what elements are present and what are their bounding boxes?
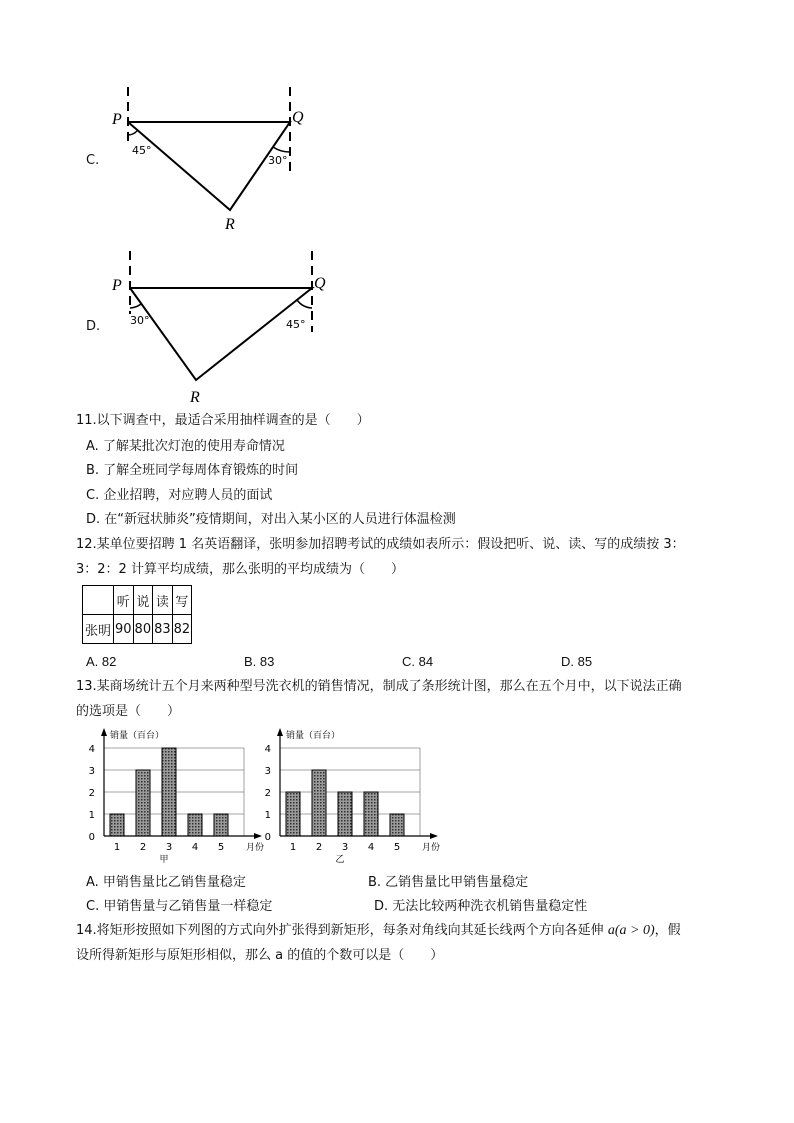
- q13-option-a[interactable]: A. 甲销售量比乙销售量稳定: [86, 875, 246, 890]
- y-tick-label: 2: [264, 788, 271, 799]
- q13-option-c[interactable]: C. 甲销售量与乙销售量一样稳定: [86, 899, 273, 914]
- angle-label-p: 45°: [132, 144, 152, 157]
- bar: [338, 792, 352, 836]
- point-p: P: [112, 111, 122, 128]
- angle-arc-p: [128, 131, 137, 135]
- y-tick-label: 2: [88, 788, 95, 799]
- question-11-stem: 11.以下调查中，最适合采用抽样调查的是（ ）: [76, 413, 370, 428]
- point-p: P: [112, 277, 122, 294]
- x-tick-label: 4: [367, 842, 375, 853]
- x-tick-label: 2: [315, 842, 323, 853]
- q12-option-b[interactable]: B. 83: [244, 654, 275, 669]
- angle-label-q: 45°: [286, 318, 306, 331]
- angle-arc-p: [130, 304, 141, 308]
- bar: [162, 748, 176, 836]
- triangle-figure-d: [100, 248, 340, 408]
- q11-option-a[interactable]: A. 了解某批次灯泡的使用寿命情况: [86, 439, 285, 454]
- point-r: R: [190, 389, 200, 406]
- x-tick-label: 3: [165, 842, 173, 853]
- table-header-cell: 读: [153, 586, 173, 615]
- triangle-pqr: [128, 122, 290, 210]
- bar-chart-yi: [260, 724, 450, 864]
- question-14-stem-line1: [76, 922, 681, 940]
- table-header-cell: 写: [172, 586, 192, 615]
- bar-chart-jia: [84, 724, 268, 864]
- y-tick-label: 1: [88, 810, 95, 821]
- y-axis-label: 销量（百台）: [110, 731, 165, 741]
- bar: [364, 792, 378, 836]
- bar: [390, 814, 404, 836]
- x-tick-label: 1: [289, 842, 297, 853]
- question-12-stem-line1: 12.某单位要招聘 1 名英语翻译，张明参加招聘考试的成绩如表所示：假设把听、说、读、写的成绩按 3：: [76, 537, 685, 552]
- x-axis-label: 月份: [246, 843, 265, 853]
- y-tick-label: 4: [264, 744, 271, 755]
- chart-title: 甲: [159, 855, 169, 864]
- triangle-figure-c: [100, 82, 330, 232]
- question-14-stem-line2: 设所得新矩形与原矩形相似，那么 a 的值的个数可以是（ ）: [76, 948, 444, 963]
- x-axis-label: 月份: [422, 843, 441, 853]
- q13-option-b[interactable]: B. 乙销售量比甲销售量稳定: [368, 875, 529, 890]
- table-header-cell: [83, 586, 114, 615]
- bar: [286, 792, 300, 836]
- q13-option-d[interactable]: D. 无法比较两种洗衣机销售量稳定性: [374, 899, 588, 914]
- x-tick-label: 5: [217, 842, 225, 853]
- q14-stem-part2: ，假: [654, 923, 681, 938]
- q11-option-b[interactable]: B. 了解全班同学每周体育锻炼的时间: [86, 463, 299, 478]
- y-tick-label: 1: [264, 810, 271, 821]
- y-axis-arrow: [101, 728, 107, 736]
- x-tick-label: 1: [113, 842, 121, 853]
- q12-option-a[interactable]: A. 82: [86, 654, 117, 669]
- table-cell: 80: [133, 615, 153, 644]
- q14-math: a(a > 0): [607, 923, 655, 938]
- point-q: Q: [292, 109, 304, 126]
- point-r: R: [225, 216, 235, 232]
- y-tick-label: 0: [264, 832, 271, 843]
- q11-option-d[interactable]: D. 在“新冠状肺炎”疫情期间，对出入某小区的人员进行体温检测: [86, 512, 456, 527]
- chart-title: 乙: [335, 855, 345, 864]
- x-tick-label: 2: [139, 842, 147, 853]
- bar: [136, 770, 150, 836]
- table-cell: 82: [172, 615, 192, 644]
- table-cell: 83: [153, 615, 173, 644]
- x-tick-label: 3: [341, 842, 349, 853]
- table-cell: 90: [114, 615, 134, 644]
- table-header-cell: 说: [133, 586, 153, 615]
- q11-option-c[interactable]: C. 企业招聘，对应聘人员的面试: [86, 488, 273, 503]
- option-d-label[interactable]: D.: [86, 319, 101, 334]
- x-axis-arrow: [430, 833, 438, 839]
- angle-arc-q: [297, 300, 312, 308]
- y-tick-label: 3: [88, 766, 95, 777]
- y-tick-label: 4: [88, 744, 95, 755]
- bar: [188, 814, 202, 836]
- question-12-stem-line2: 3：2：2 计算平均成绩，那么张明的平均成绩为（ ）: [76, 562, 404, 577]
- y-tick-label: 0: [88, 832, 95, 843]
- y-tick-label: 3: [264, 766, 271, 777]
- score-table: [82, 585, 192, 644]
- triangle-pqr: [130, 288, 312, 380]
- table-cell: 张明: [83, 615, 114, 644]
- x-tick-label: 4: [191, 842, 199, 853]
- option-c-label[interactable]: C.: [86, 153, 100, 168]
- y-axis-arrow: [277, 728, 283, 736]
- x-tick-label: 5: [393, 842, 401, 853]
- table-row: [83, 615, 192, 644]
- point-q: Q: [314, 275, 326, 292]
- angle-label-p: 30°: [130, 314, 150, 327]
- q12-option-d[interactable]: D. 85: [561, 654, 593, 669]
- q12-option-c[interactable]: C. 84: [402, 654, 434, 669]
- bar: [110, 814, 124, 836]
- bar: [312, 770, 326, 836]
- y-axis-label: 销量（百台）: [286, 731, 341, 741]
- angle-arc-q: [273, 147, 290, 152]
- bar: [214, 814, 228, 836]
- q14-stem-part1: 14.将矩形按照如下列图的方式向外扩张得到新矩形，每条对角线向其延长线两个方向各延伸: [76, 923, 604, 938]
- question-13-stem-line1: 13.某商场统计五个月来两种型号洗衣机的销售情况，制成了条形统计图，那么在五个月中，以下说法正确: [76, 679, 682, 694]
- table-header-row: [83, 586, 192, 615]
- question-13-stem-line2: 的选项是（ ）: [76, 704, 181, 719]
- angle-label-q: 30°: [268, 154, 288, 167]
- table-header-cell: 听: [114, 586, 134, 615]
